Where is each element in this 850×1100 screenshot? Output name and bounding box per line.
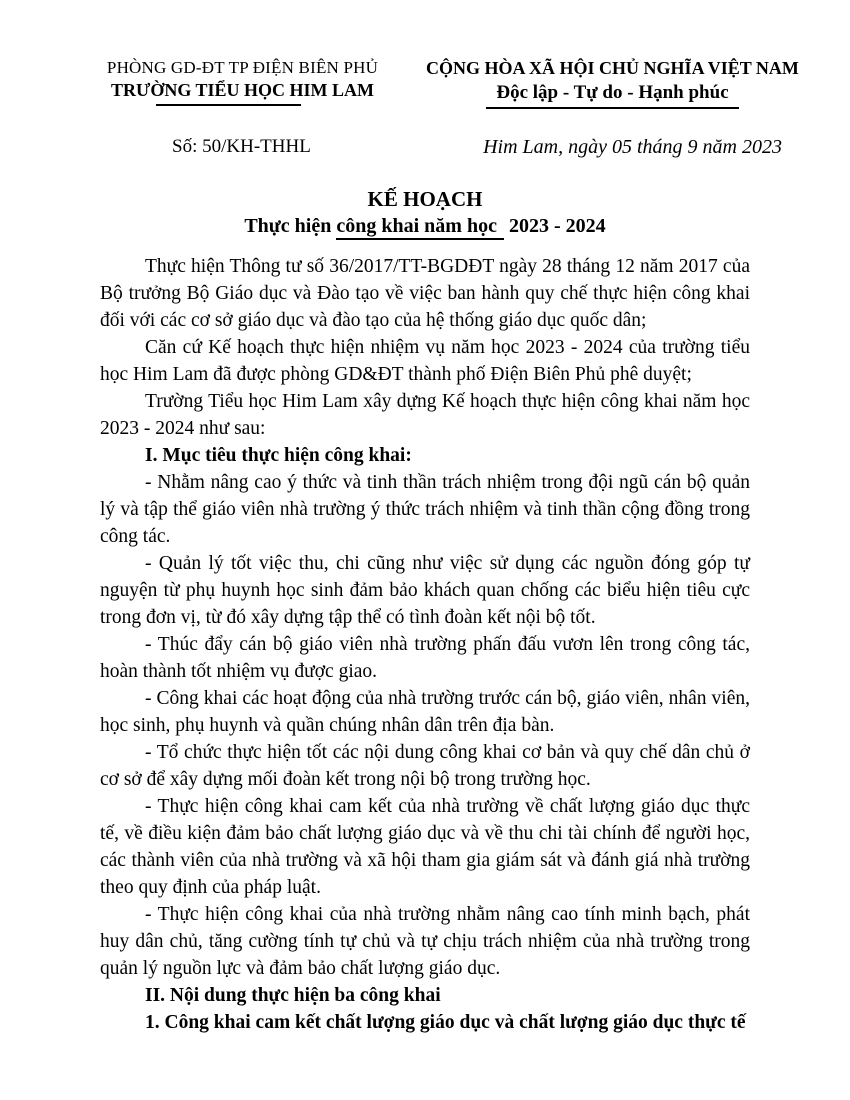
org-parent-name: PHÒNG GD-ĐT TP ĐIỆN BIÊN PHỦ bbox=[106, 58, 379, 77]
national-title: CỘNG HÒA XÃ HỘI CHỦ NGHĨA VIỆT NAM bbox=[426, 58, 799, 78]
subtitle-underlined-text: công khai năm học bbox=[336, 215, 504, 240]
paragraph-legal-basis-1: Thực hiện Thông tư số 36/2017/TT-BGDĐT ngày 28 tháng 12 năm 2017 của Bộ trưởng Bộ Giáo dục và Đào tạo về việc ban hành quy chế thực hiện công khai đối với các cơ sở giáo dục và đào tạo của hệ thống giáo dục quốc dân; bbox=[100, 256, 750, 331]
doc-subtitle bbox=[0, 212, 850, 240]
doc-title: KẾ HOẠCH bbox=[367, 187, 483, 211]
document-header bbox=[85, 57, 805, 109]
national-header-block bbox=[420, 57, 805, 109]
org-name: TRƯỜNG TIỂU HỌC HIM LAM bbox=[110, 80, 374, 100]
national-motto bbox=[420, 81, 805, 109]
paragraph-goal-4: - Công khai các hoạt động của nhà trường trước cán bộ, giáo viên, nhân viên, học sinh, phụ huynh và quần chúng nhân dân trên địa bàn. bbox=[100, 688, 750, 736]
section-heading-ii: II. Nội dung thực hiện ba công khai bbox=[145, 985, 441, 1006]
subtitle-prefix: Thực hiện bbox=[244, 215, 332, 237]
paragraph-goal-2: - Quản lý tốt việc thu, chi cũng như việc sử dụng các nguồn đóng góp tự nguyện từ phụ huynh học sinh đảm bảo khách quan chống các biểu hiện tiêu cực trong đơn vị, từ đó xây dựng tập thể có tình đoàn kết nội bộ tốt. bbox=[100, 553, 750, 628]
paragraph-intro: Trường Tiểu học Him Lam xây dựng Kế hoạch thực hiện công khai năm học 2023 - 2024 như sau: bbox=[100, 391, 750, 439]
meta-row bbox=[172, 136, 782, 159]
paragraph-goal-6: - Thực hiện công khai cam kết của nhà trường về chất lượng giáo dục thực tế, về điều kiện đảm bảo chất lượng giáo dục và về thu chi tài chính để người học, các thành viên của nhà trường và xã hội tham gia giám sát và đánh giá nhà trường theo quy định của pháp luật. bbox=[100, 796, 750, 898]
subtitle-suffix: 2023 - 2024 bbox=[508, 215, 606, 237]
paragraph-goal-3: - Thúc đẩy cán bộ giáo viên nhà trường phấn đấu vươn lên trong công tác, hoàn thành tốt nhiệm vụ được giao. bbox=[100, 634, 750, 682]
org-underline-rule bbox=[156, 104, 301, 106]
section-heading-i: I. Mục tiêu thực hiện công khai: bbox=[145, 445, 412, 466]
paragraph-goal-5: - Tổ chức thực hiện tốt các nội dung công khai cơ bản và quy chế dân chủ ở cơ sở để xây dựng mối đoàn kết trong nội bộ trong trường học. bbox=[100, 742, 750, 790]
document-body bbox=[100, 253, 750, 1036]
paragraph-legal-basis-2: Căn cứ Kế hoạch thực hiện nhiệm vụ năm học 2023 - 2024 của trường tiểu học Him Lam đã được phòng GD&ĐT thành phố Điện Biên Phủ phê duyệt; bbox=[100, 337, 750, 385]
doc-number: Số: 50/KH-THHL bbox=[172, 136, 311, 157]
issuing-org-block bbox=[85, 57, 400, 109]
paragraph-goal-1: - Nhằm nâng cao ý thức và tinh thần trách nhiệm trong đội ngũ cán bộ quản lý và tập thể giáo viên nhà trường ý thức trách nhiệm và tinh thần cộng đồng trong công tác. bbox=[100, 472, 750, 547]
title-block bbox=[0, 186, 850, 240]
place-date: Him Lam, ngày 05 tháng 9 năm 2023 bbox=[483, 136, 782, 158]
paragraph-goal-7: - Thực hiện công khai của nhà trường nhằm nâng cao tính minh bạch, phát huy dân chủ, tăng cường tính tự chủ và tự chịu trách nhiệm của nhà trường trong quản lý nguồn lực và đảm bảo chất lượng giáo dục. bbox=[100, 904, 750, 979]
section-heading-ii-1: 1. Công khai cam kết chất lượng giáo dục và chất lượng giáo dục thực tế bbox=[145, 1012, 746, 1033]
national-motto-text: Độc lập - Tự do - Hạnh phúc bbox=[486, 81, 738, 109]
